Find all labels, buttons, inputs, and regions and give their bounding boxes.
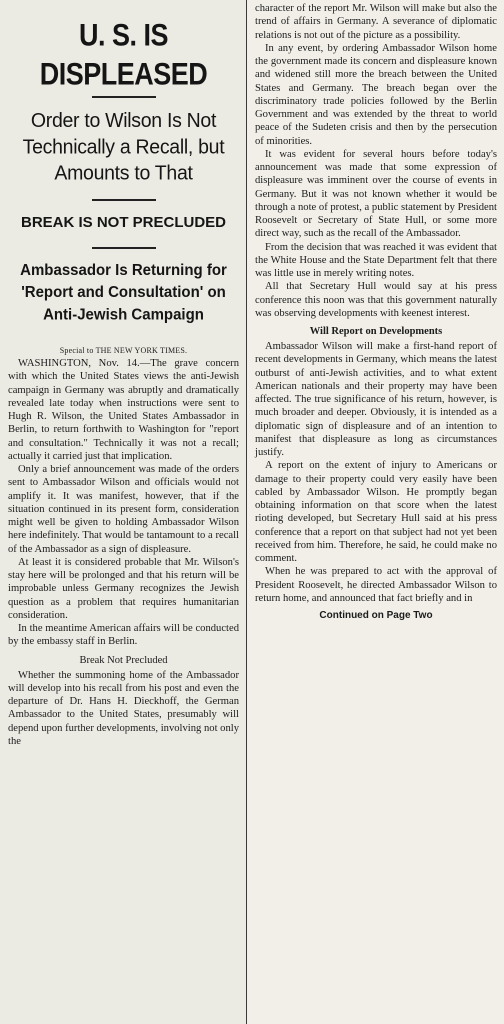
- continued-note: Continued on Page Two: [319, 610, 433, 621]
- subheading: Break Not Precluded: [79, 654, 168, 666]
- deck-rule-2: [92, 247, 156, 249]
- article-paragraph: At least it is considered probable that Mr. Wilson's stay here will be prolonged and that his return will be improbable unless Germany recognizes the Jewish question as a problem that requires humanitarian consideration.: [8, 556, 239, 621]
- article-paragraph: All that Secretary Hull would say at his press conference this noon was that this government naturally was observing developments with keenest interest.: [255, 281, 497, 319]
- right-column: [249, 0, 504, 1024]
- article-paragraph: When he was prepared to act with the approval of President Roosevelt, he directed Ambassador Wilson to return home, and announced that fact briefly and in: [255, 566, 497, 604]
- headline-rule: [92, 96, 156, 98]
- left-article-body: [8, 357, 239, 748]
- article-paragraph: In the meantime American affairs will be conducted by the embassy staff in Berlin.: [8, 623, 239, 648]
- deck-headline-2: BREAK IS NOT PRECLUDED: [20, 214, 226, 231]
- article-paragraph: It was evident for several hours before today's announcement was made that some expression of displeasure was imminent over the course of events in Germany. But it was not known whether it would be through a note of protest, a public statement by President Roosevelt or Secretary of State Hull, or some more direct way, such as the recall of the Ambassador.: [255, 148, 497, 240]
- subheading: Will Report on Developments: [309, 326, 443, 337]
- article-paragraph: character of the report Mr. Wilson will make but also the trend of affairs in Germany. A severance of diplomatic relations is not out of the picture as a possibility.: [255, 3, 497, 41]
- deck-headline-3: Ambassador Is Returning for 'Report and Consultation' on Anti-Jewish Campaign: [20, 261, 227, 324]
- article-paragraph: In any event, by ordering Ambassador Wilson home the government made its concern and displeasure known and widened still more the breach between the United States and Germany. The breach began over the discriminatory trade policies followed by the Berlin Government and was extended by the threat to world peace of the Sudeten crisis and then by the persecution of minorities.: [255, 42, 497, 147]
- byline: Special to THE NEW YORK TIMES.: [59, 346, 188, 355]
- article-paragraph: Ambassador Wilson will make a first-hand report of recent developments in Germany, which means the latest outburst of anti-Jewish activities, and to what extent American nationals and their property may have been affected. The true significance of his return, however, is much broader and deeper. Obviously, it is intended as a diplomatic sign of displeasure and of an intention to manifest that displeasure as long as circumstances justify.: [255, 341, 497, 458]
- deck-headline-1: Order to Wilson Is Not Technically a Recall, but Amounts to That: [22, 109, 225, 185]
- deck-rule-1: [92, 199, 156, 201]
- column-rule: [246, 0, 247, 1024]
- article-paragraph: From the decision that was reached it was evident that the White House and the State Department felt that there was little use in merely writing notes.: [255, 241, 497, 279]
- article-paragraph: WASHINGTON, Nov. 14.—The grave concern with which the United States views the anti-Jewish campaign in Germany was abruptly and dramatically revealed late today when instructions were sent to Hugh R. Wilson, the United States Ambassador in Berlin, to return forthwith to Washington for "report and consultation." Technically it was not a recall; actually it carried just that implication.: [8, 358, 239, 462]
- article-paragraph: A report on the extent of injury to Americans or damage to their property could very easily have been cabled by Ambassador Wilson. He promptly began obtaining information on that score when the latest rioting developed, but Secretary Hull said at his press conference that a report on that subject had not yet been received from him. Therefore, he said, he could make no comment.: [255, 460, 497, 564]
- article-paragraph: Whether the summoning home of the Ambassador will develop into his recall from his post and even the departure of Dr. Hans H. Dieckhoff, the German Ambassador to the United States, presumably will depend upon further developments, involving not only the: [8, 669, 239, 747]
- main-headline: U. S. IS DISPLEASED: [39, 17, 208, 92]
- right-article-body: [255, 2, 497, 605]
- article-paragraph: Only a brief announcement was made of the orders sent to Ambassador Wilson and officials would not amplify it. It was manifest, however, that if the situation continued in its present form, consideration might well be given to holding Ambassador Wilson here indefinitely. That would be tantamount to a recall of the Ambassador as a sign of displeasure.: [8, 464, 239, 555]
- left-column: [0, 0, 246, 1024]
